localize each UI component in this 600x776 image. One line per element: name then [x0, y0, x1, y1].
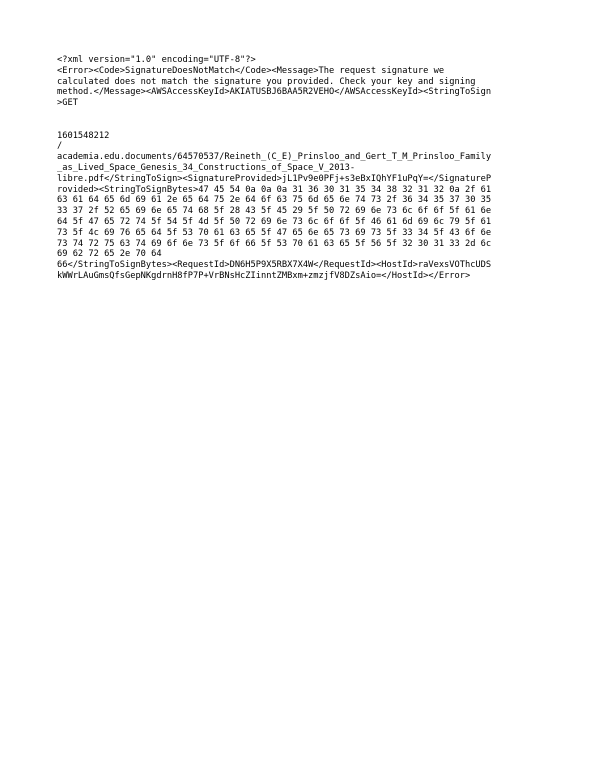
xml-line: 69 62 72 65 2e 70 64 [57, 249, 162, 260]
xml-line: / [57, 141, 63, 152]
xml-line: libre.pdf</StringToSign><SignatureProvided>jL1Pv9e0PFj+s3eBxIQhYF1uPqY=</SignatureP [57, 173, 492, 184]
xml-line: kWWrLAuGmsQfsGepNKgdrnH8fP7P+VrBNsHcZIinntZMBxm+zmzjfV8DZsAio=</HostId></Error> [57, 270, 471, 281]
xml-line: _as_Lived_Space_Genesis_34_Constructions_of_Space_V_2013- [57, 162, 356, 173]
xml-line: 1601548212 [57, 130, 110, 141]
xml-line: <?xml version="1.0" encoding="UTF-8"?> [57, 55, 256, 65]
xml-error-document [57, 55, 547, 282]
xml-blank-line [57, 109, 547, 120]
xml-line: 33 37 2f 52 65 69 6e 65 74 68 5f 28 43 5f 45 29 5f 50 72 69 6e 73 6c 6f 6f 5f 61 6e [57, 206, 492, 217]
xml-line: 66</StringToSignBytes><RequestId>DN6H5P9X5RBX7X4W</RequestId><HostId>raVexsVOThcUDS [57, 260, 492, 271]
xml-line: 73 74 72 75 63 74 69 6f 6e 73 5f 6f 66 5f 53 70 61 63 65 5f 56 5f 32 30 31 33 2d 6c [57, 238, 492, 249]
xml-line: 63 61 64 65 6d 69 61 2e 65 64 75 2e 64 6f 63 75 6d 65 6e 74 73 2f 36 34 35 37 30 35 [57, 195, 492, 206]
xml-line: <Error><Code>SignatureDoesNotMatch</Code><Message>The request signature we [57, 65, 445, 76]
xml-line: calculated does not match the signature you provided. Check your key and signing [57, 76, 476, 87]
xml-line: academia.edu.documents/64570537/Reineth_(C_E)_Prinsloo_and_Gert_T_M_Prinsloo_Family [57, 152, 492, 163]
xml-line: rovided><StringToSignBytes>47 45 54 0a 0a 0a 31 36 30 31 35 34 38 32 31 32 0a 2f 61 [57, 184, 492, 195]
xml-line: 64 5f 47 65 72 74 5f 54 5f 4d 5f 50 72 69 6e 73 6c 6f 6f 5f 46 61 6d 69 6c 79 5f 61 [57, 216, 492, 227]
xml-line: >GET [57, 98, 78, 109]
xml-blank-line [57, 120, 547, 131]
xml-line: 73 5f 4c 69 76 65 64 5f 53 70 61 63 65 5f 47 65 6e 65 73 69 73 5f 33 34 5f 43 6f 6e [57, 227, 492, 238]
xml-line: method.</Message><AWSAccessKeyId>AKIATUSBJ6BAA5R2VEHO</AWSAccessKeyId><StringToSign [57, 87, 492, 98]
